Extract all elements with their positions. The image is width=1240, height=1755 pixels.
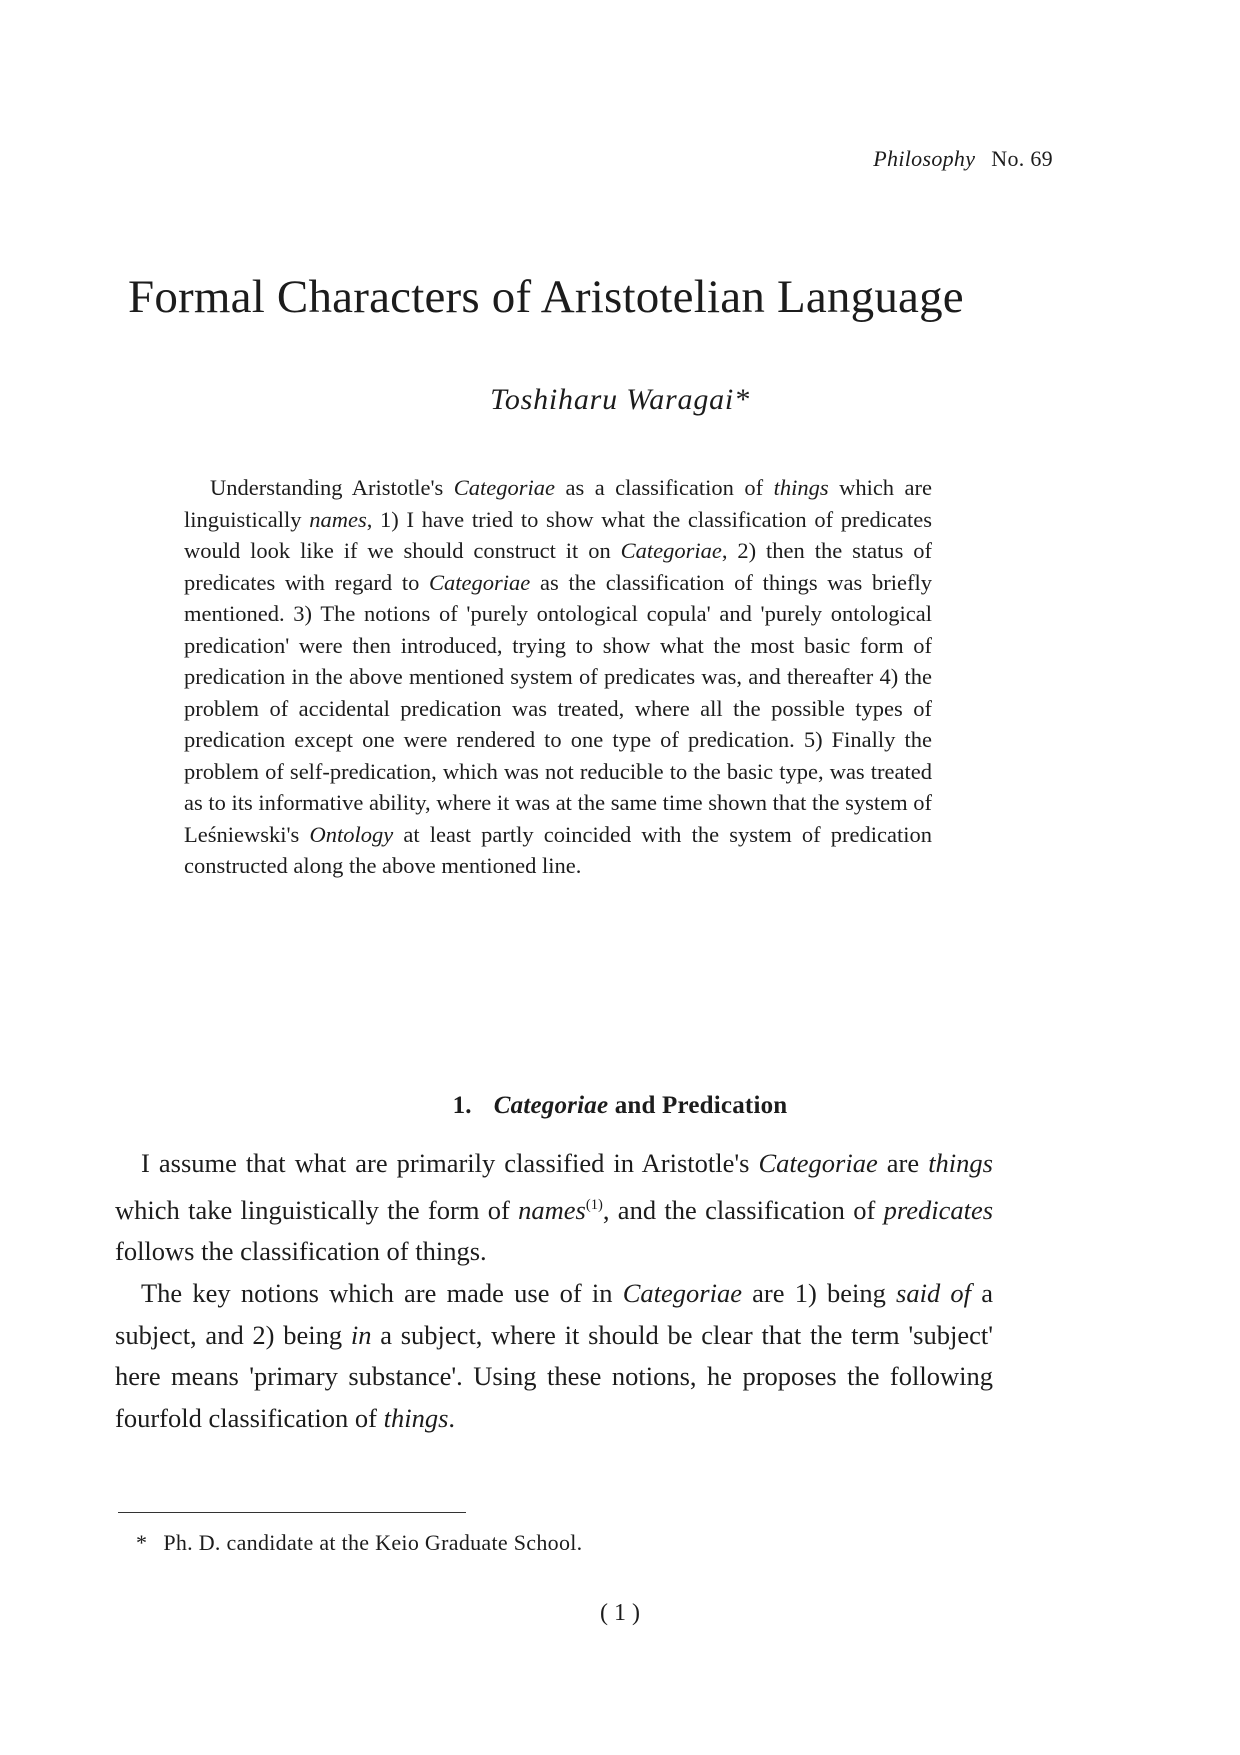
footnote-divider bbox=[118, 1512, 466, 1513]
issue-number: No. 69 bbox=[991, 146, 1053, 171]
paper-title: Formal Characters of Aristotelian Language bbox=[128, 271, 964, 323]
section-number: 1. bbox=[452, 1092, 472, 1119]
author-name: Toshiharu Waragai* bbox=[490, 383, 750, 416]
footnote-text: Ph. D. candidate at the Keio Graduate School. bbox=[163, 1530, 583, 1555]
footnote bbox=[136, 1530, 582, 1556]
body-paragraph-2: The key notions which are made use of in Categoriae are 1) being said of a subject, and 2) being in a subject, where it should be clear that the term 'subject' here means 'primary substance'. Using these notions, he proposes the following fourfold classification of things. bbox=[115, 1278, 994, 1433]
abstract: Understanding Aristotle's Categoriae as a classification of things which are linguistically names, 1) I have tried to show what the classification of predicates would look like if we should construct it on Categoriae, 2) then the status of predicates with regard to Categoriae as the classification of things was briefly mentioned. 3) The notions of 'purely ontological copula' and 'purely ontological predication' were then introduced, trying to show what the most basic form of predication in the above mentioned system of predicates was, and thereafter 4) the problem of accidental predication was treated, where all the possible types of predication except one were rendered to one type of predication. 5) Finally the problem of self-predication, which was not reducible to the basic type, was treated as to its informative ability, where it was at the same time shown that the system of Leśniewski's Ontology at least partly coincided with the system of predication constructed along the above mentioned line. bbox=[184, 475, 933, 878]
footnote-reference: (1) bbox=[585, 1196, 603, 1213]
footnote-mark: * bbox=[136, 1530, 148, 1555]
running-head bbox=[873, 146, 1053, 172]
page-number: ( 1 ) bbox=[600, 1600, 640, 1626]
section-title-italic: Categoriae bbox=[493, 1092, 609, 1119]
journal-name: Philosophy bbox=[873, 146, 976, 171]
section-heading bbox=[0, 1092, 1240, 1120]
body-paragraph-1: I assume that what are primarily classified in Aristotle's Categoriae are things which take linguistically the form of names$^{(1)}$, and the classification of predicates follows the classification of things. bbox=[115, 1148, 994, 1266]
section-title-rest: and Predication bbox=[608, 1092, 788, 1119]
